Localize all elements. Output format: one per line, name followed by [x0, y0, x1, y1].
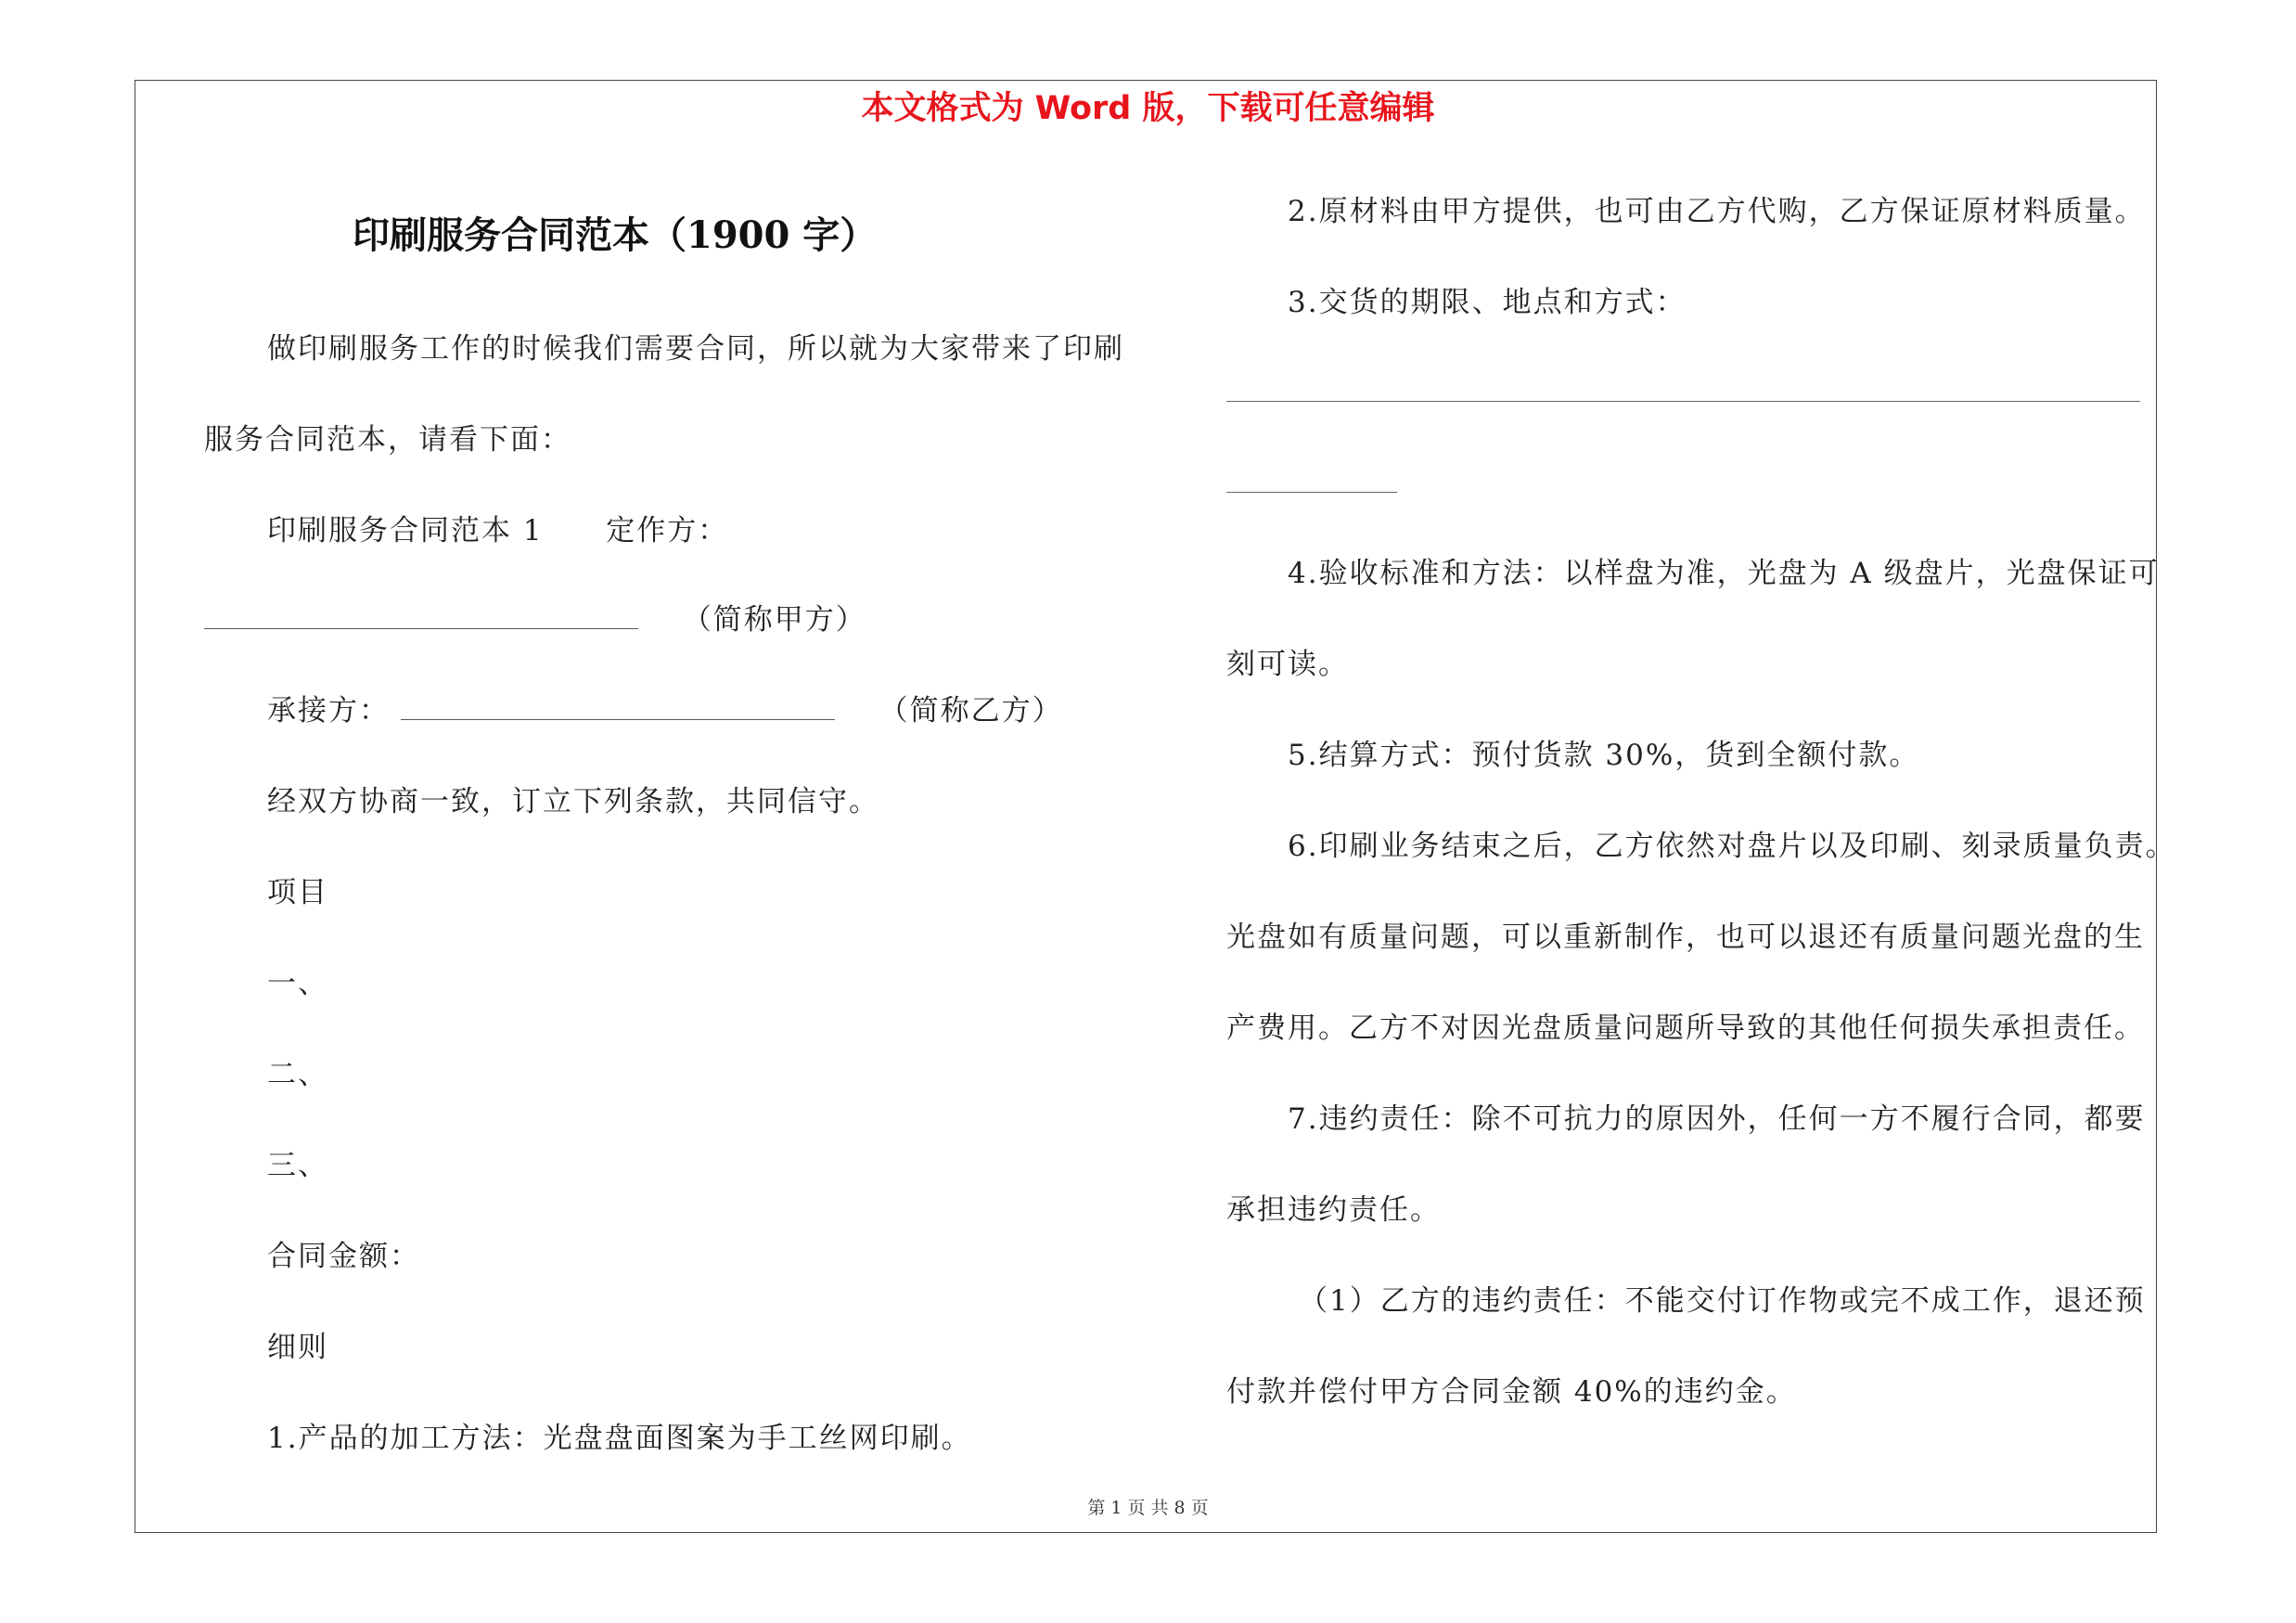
party-b-line — [267, 690, 1063, 731]
document-title: 印刷服务合同范本（1900 字） — [353, 213, 878, 257]
delivery-blank-line-1 — [1226, 401, 2140, 402]
item-two: 二、 — [267, 1058, 328, 1091]
sample-heading — [267, 510, 728, 551]
sample-heading-text: 印刷服务合同范本 1 — [267, 514, 544, 547]
party-a-line — [204, 599, 866, 640]
clause-6-line-3: 产费用。乙方不对因光盘质量问题所导致的其他任何损失承担责任。 — [1226, 1011, 2145, 1045]
party-b-blank — [401, 691, 835, 720]
page-number-footer: 第 1 页 共 8 页 — [1087, 1498, 1209, 1518]
clause-7-1-line-1: （1）乙方的违约责任：不能交付订作物或完不成工作，退还预 — [1299, 1284, 2146, 1318]
clause-6-line-2: 光盘如有质量问题，可以重新制作，也可以退还有质量问题光盘的生 — [1226, 921, 2145, 954]
party-a-short: （简称甲方） — [682, 603, 866, 637]
clause-5: 5.结算方式：预付货款 30%，货到全额付款。 — [1288, 739, 1920, 772]
intro-paragraph-line-2: 服务合同范本，请看下面： — [204, 423, 571, 457]
clause-7-line-2: 承担违约责任。 — [1226, 1193, 1441, 1227]
details-heading: 细则 — [267, 1331, 328, 1364]
clause-2: 2.原材料由甲方提供，也可由乙方代购，乙方保证原材料质量。 — [1288, 195, 2146, 228]
clause-1: 1.产品的加工方法：光盘盘面图案为手工丝网印刷。 — [267, 1422, 972, 1455]
party-a-blank — [204, 600, 638, 629]
item-one: 一、 — [267, 967, 328, 1000]
items-heading: 项目 — [267, 876, 328, 909]
clause-4-line-1: 4.验收标准和方法：以样盘为准，光盘为 A 级盘片，光盘保证可 — [1288, 557, 2160, 590]
item-three: 三、 — [267, 1149, 328, 1182]
clause-6-line-1: 6.印刷业务结束之后，乙方依然对盘片以及印刷、刻录质量负责。 — [1288, 830, 2176, 863]
clause-7-1-line-2: 付款并偿付甲方合同金额 40%的违约金。 — [1226, 1375, 1797, 1409]
party-b-short: （简称乙方） — [879, 694, 1063, 728]
clause-3: 3.交货的期限、地点和方式： — [1288, 286, 1687, 319]
intro-paragraph-line-1: 做印刷服务工作的时候我们需要合同，所以就为大家带来了印刷 — [267, 332, 1124, 366]
word-format-banner: 本文格式为 Word 版，下载可任意编辑 — [861, 90, 1435, 127]
contract-amount: 合同金额： — [267, 1240, 420, 1273]
clause-4-line-2: 刻可读。 — [1226, 648, 1349, 681]
party-a-label: 定作方： — [606, 514, 729, 547]
delivery-blank-line-2 — [1226, 492, 1397, 493]
agreement-line: 经双方协商一致，订立下列条款，共同信守。 — [267, 785, 879, 818]
clause-7-line-1: 7.违约责任：除不可抗力的原因外，任何一方不履行合同，都要 — [1288, 1102, 2146, 1136]
party-b-label: 承接方： — [267, 694, 390, 728]
